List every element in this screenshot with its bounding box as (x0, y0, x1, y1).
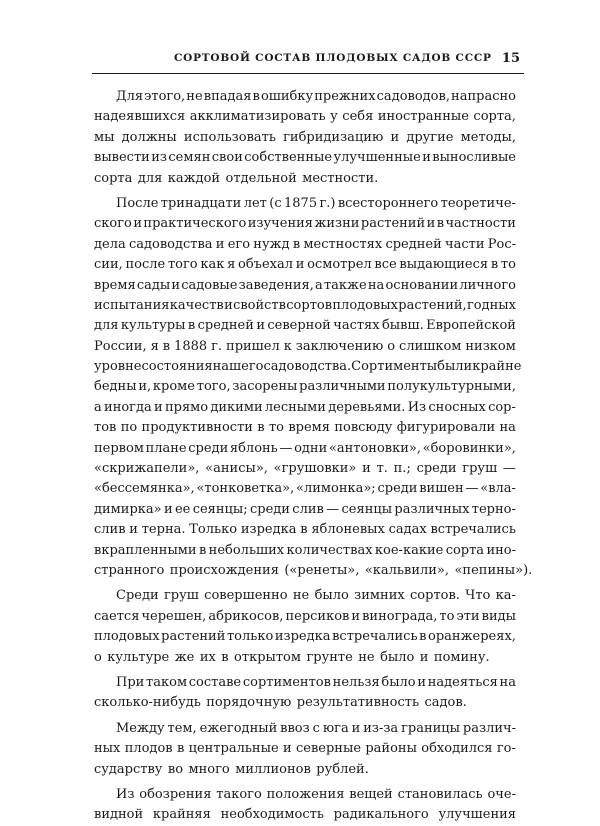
text-line: Из обозрения такого положения вещей становилась оче- (116, 786, 516, 802)
text-line: видной крайняя необходимость радикального улучшения (94, 807, 516, 823)
text-line: России, я в 1888 г. пришел к заключению о слишком низком (94, 338, 516, 354)
text-line: вкрапленными в небольших количествах кое-какие сорта ино- (94, 542, 516, 558)
body-text (94, 87, 533, 826)
text-line: странного происхождения («ренеты», «кальвили», «пепины»). (94, 562, 533, 578)
text-line: время сады и садовые заведения, а также на основании личного (94, 277, 516, 293)
paragraph (94, 785, 516, 826)
text-line: надеявшихся акклиматизировать у себя иностранные сорта, (94, 109, 516, 125)
text-line: сается черешен, абрикосов, персиков и винограда, то эти виды (94, 608, 516, 624)
running-head: СОРТОВОЙ СОСТАВ ПЛОДОВЫХ САДОВ СССР (174, 52, 492, 64)
paragraph (94, 586, 516, 668)
text-line: для культуры в средней и северной частях бывш. Европейской (94, 318, 516, 334)
text-line: сколько-нибудь порядочную результативность садов. (94, 695, 467, 711)
text-line: уровне состояния нашего садоводства. Сортименты были крайне (94, 359, 522, 375)
text-line: ных плодов в центральные и северные районы обходился го- (94, 741, 516, 757)
paragraph (94, 194, 533, 581)
text-line: мы должны использовать гибридизацию и другие методы, (94, 129, 516, 145)
header-rule (92, 73, 524, 74)
text-line: а иногда и прямо дикими лесными деревьями. Из сносных сор- (94, 399, 516, 415)
page-header (92, 52, 526, 72)
text-line: сударству во много миллионов рублей. (94, 761, 369, 777)
text-line: димирка» и ее сеянцы; среди слив — сеянцы различных терно- (94, 501, 516, 517)
text-line: Среди груш совершенно не было зимних сортов. Что ка- (116, 588, 516, 604)
text-line: бедны и, кроме того, засорены различными полукультурными, (94, 379, 516, 395)
text-line: «скрижапели», «анисы», «грушовки» и т. п.; среди груш — (94, 461, 516, 477)
text-line: плодовых растений только изредка встречались в оранжереях, (94, 629, 516, 645)
text-line: Между тем, ежегодный ввоз с юга и из-за границы различ- (116, 720, 516, 736)
text-line: тов по продуктивности в то время повсюду фигурировали на (94, 420, 516, 436)
text-line: При таком составе сортиментов нельзя было и надеяться на (116, 674, 516, 690)
text-line: сорта для каждой отдельной местности. (94, 170, 379, 186)
text-line: вывести из семян свои собственные улучшенные и выносливые (94, 150, 516, 166)
text-line: первом плане среди яблонь — одни «антоновки», «боровинки», (94, 440, 516, 456)
text-line: слив и терна. Только изредка в яблоневых садах встречались (94, 522, 516, 538)
page-number: 15 (501, 51, 520, 66)
text-line: Для этого, не впадая в ошибку прежних садоводов, напрасно (116, 89, 516, 104)
text-line: сии, после того как я объехал и осмотрел все выдающиеся в то (94, 257, 516, 273)
paragraph (94, 719, 516, 780)
text-line: испытания качеств и свойств сортов плодовых растений, годных (94, 297, 516, 313)
text-line: После тринадцати лет (с 1875 г.) всестороннего теоретиче- (116, 195, 516, 211)
paragraph (94, 87, 516, 189)
text-line: о культуре же их в открытом грунте не было и помину. (94, 649, 490, 665)
text-line: дела садоводства и его нужд в местностях средней части Рос- (94, 236, 516, 252)
paragraph (94, 673, 516, 714)
text-line: «бессемянка», «тонковетка», «лимонка»; среди вишен — «вла- (94, 481, 516, 497)
text-line: ского и практического изучения жизни растений и в частности (94, 216, 516, 232)
